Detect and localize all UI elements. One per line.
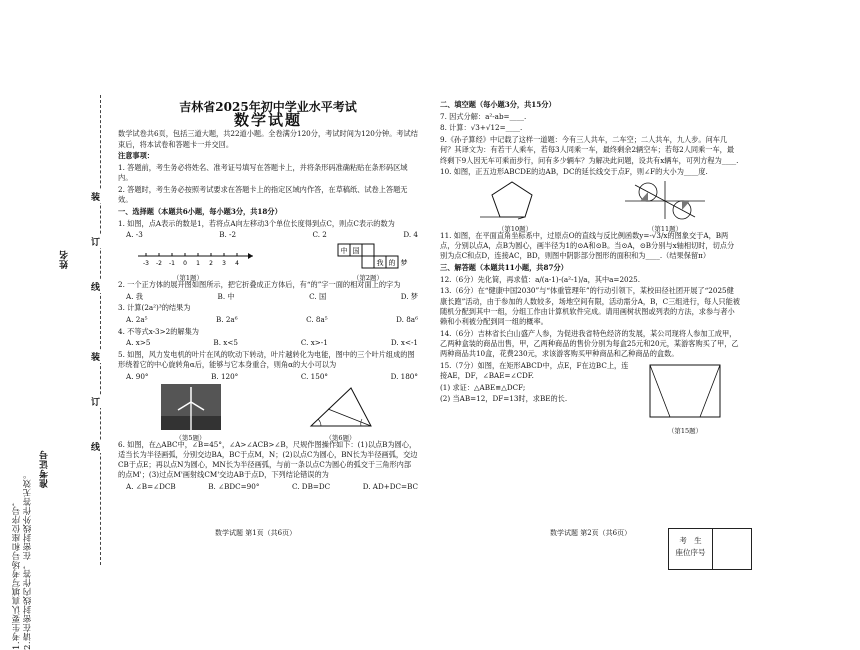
q6-option-a: A. ∠B=∠DCB <box>126 482 176 492</box>
question-8: 8. 计算：√3+√12=____. <box>440 123 523 133</box>
number-line-diagram <box>118 242 258 270</box>
page-2-column <box>440 100 740 436</box>
cube-net-diagram <box>318 242 418 270</box>
figure-2 <box>318 242 418 283</box>
figure-2-caption: （第2题） <box>352 274 384 283</box>
q1-option-d: D. 4 <box>403 230 418 240</box>
question-4: 4. 不等式x-3>2的解集为 <box>118 326 199 336</box>
seat-label-3: 座位序号 <box>675 548 706 557</box>
net-cell-3: 我 <box>376 258 384 267</box>
question-1-options <box>126 230 418 240</box>
q6-option-d: D. AD+DC=BC <box>362 482 418 492</box>
notice-line-2: 2.请在密封线内作答，在密封线外作答无效。 <box>23 469 33 650</box>
q2-option-c: C. 国 <box>309 291 327 301</box>
question-2: 2. 一个正方体的展开图如图所示，把它折叠成正方体后，有“的”字一面的相对面上的字为 <box>118 279 401 289</box>
question-6: 6. 如图，在△ABC中，∠B=45°，∠A>∠ACB>∠B，尺规作图操作如下：(1)以点B为圆心，适当长为半径画弧，分别交边BA，BC于点M，N；(2)以点C为圆心，BN长为半径画弧，交边CB于点E；再以点N为圆心，MN长为半径画弧，与前一条以点C为圆心的弧交于三角形内部的点M'；(3)过点M'画射线CM'交边AB于点D，下列结论错误的为 <box>118 439 418 480</box>
net-cell-1: 中 <box>340 246 348 255</box>
q2-option-b: B. 中 <box>217 291 235 301</box>
question-5: 5. 如图，风力发电机的叶片在风的吹动下转动，叶片越转化为电能，图中的三个叶片组成的图形绕着它的中心旋转角α后，能够与它本身重合，则角α的大小可以为 <box>118 350 415 370</box>
bind-label-3: 线 <box>89 282 99 291</box>
seat-number-box <box>668 528 752 570</box>
bind-label-5: 订 <box>89 397 99 406</box>
figures-1-2 <box>118 242 418 283</box>
page-1-column <box>118 100 418 494</box>
q4-option-a: A. x>5 <box>126 338 151 348</box>
wind-turbine-photo <box>161 384 221 430</box>
coordinate-circles-diagram <box>620 179 710 221</box>
bind-label-2: 订 <box>89 237 99 246</box>
question-4-options <box>126 338 418 348</box>
question-15-block <box>440 361 740 436</box>
q5-option-d: D. 180° <box>390 372 418 382</box>
triangle-construction-diagram <box>306 384 376 430</box>
section-2-title: 二、填空题（每小题3分，共15分） <box>440 100 556 109</box>
seat-label <box>669 529 713 569</box>
question-3: 3. 计算(2a²)³的结果为 <box>118 303 191 313</box>
q4-option-b: B. x<5 <box>213 338 238 348</box>
notes-title: 注意事项： <box>118 151 154 161</box>
seat-label-2: 生 <box>694 536 702 545</box>
figure-15 <box>635 361 735 436</box>
pentagon-diagram <box>470 179 560 221</box>
q5-option-a: A. 90° <box>126 372 149 382</box>
figure-11 <box>620 179 710 234</box>
question-10: 10. 如图，正五边形ABCDE的边AB，DC的延长线交于点F，则∠F的大小为____度. <box>440 167 708 177</box>
q1-option-b: B. -2 <box>219 230 237 240</box>
question-7: 7. 因式分解：a²-ab=____. <box>440 111 527 121</box>
name-label: 姓名 <box>60 250 70 269</box>
number-line-label: 1 <box>196 259 200 267</box>
number-line-label: 3 <box>222 259 226 267</box>
figure-15-caption: （第15题） <box>667 427 703 436</box>
q3-option-d: D. 8a⁶ <box>396 315 418 325</box>
q4-option-c: C. x>-1 <box>300 338 328 348</box>
seat-label-1: 考 <box>679 536 687 545</box>
question-15-part-1: (1) 求证：△ABE≌△DCF; <box>440 382 526 392</box>
number-line-label: 4 <box>235 259 239 267</box>
figure-6-caption: （第6题） <box>325 433 356 442</box>
question-11: 11. 如图，在平面直角坐标系中，过原点O的直线与反比例函数y=-√3/x的图象交于A，B两点，分别以点A，点B为圆心，画半径为1的⊙A和⊙B。当⊙A，⊙B分别与x轴相切时，切点分别为点C和点D，连接AC，BD，则图中阴影部分图形的面积和为____.（结果保留π） <box>440 230 735 261</box>
exam-number-label: 准考证号 <box>40 450 50 488</box>
figures-10-11 <box>440 179 740 234</box>
question-15-part-2: (2) 当AB=12，DF=13时，求BE的长. <box>440 394 568 404</box>
q3-option-b: B. 2a⁶ <box>216 315 238 325</box>
question-13: 13.（6分）在“健康中国2030”与“体重管理年”的行动引领下，某校田径社团开展了“2025健康长跑”活动，由于参加的人数较多，场地空间有限，活动需分A，B，C三组进行，每人只能被随机分配到其中一组，分组工作由计算机软件完成。请用画树状图或列表的方法，求参与者小赖和小利被分配到同一组的概率。 <box>440 286 740 327</box>
net-cell-4: 的 <box>388 258 396 267</box>
bind-label-6: 线 <box>89 442 99 451</box>
q5-option-b: B. 120° <box>211 372 239 382</box>
notice-line-1: 1.考生要认真填写考场号和座位序号， <box>12 496 22 650</box>
figure-10-caption: （第10题） <box>497 225 533 234</box>
question-12: 12.（6分）先化简，再求值：a/(a-1)-(a²-1)/a，其中a=2025. <box>440 274 641 284</box>
q2-option-d: D. 梦 <box>400 291 418 301</box>
q3-option-a: A. 2a⁵ <box>126 315 148 325</box>
figure-6 <box>306 384 376 440</box>
note-2: 2. 答题时，考生务必按照考试要求在答题卡上的指定区域内作答，在草稿纸、试卷上答题无效。 <box>118 184 408 205</box>
question-3-options <box>126 315 418 325</box>
number-line-label: 2 <box>209 259 213 267</box>
figure-5-caption: （第5题） <box>175 433 206 442</box>
q1-option-a: A. -3 <box>126 230 143 240</box>
q5-option-c: C. 150° <box>300 372 328 382</box>
intro-text: 数学试卷共6页，包括三道大题，共22道小题。全卷满分120分，考试时间为120分钟。考试结束后，将本试卷和答题卡一并交回。 <box>118 129 418 149</box>
number-line-label: 0 <box>183 259 187 267</box>
figure-10 <box>470 179 560 234</box>
q3-option-c: C. 8a⁵ <box>306 315 328 325</box>
note-1: 1. 答题前，考生务必将姓名、准考证号填写在答题卡上，并将条形码准确粘贴在条形码区域内。 <box>118 163 408 183</box>
question-9: 9.《孙子算经》中记载了这样一道题：今有三人共车，二车空；二人共车，九人步。问车几何？其译文为：有若干人乘车，若每3人同乘一车，最终剩余2辆空车；若每2人同乘一车，最终剩下9人因无车可乘而步行，问有多少辆车？为解决此问题，设共有x辆车，可列方程为____. <box>440 135 739 165</box>
question-2-options <box>126 292 418 302</box>
q6-option-b: B. ∠BDC=90° <box>208 482 260 492</box>
q6-option-c: C. DB=DC <box>292 482 331 492</box>
number-line-label: -2 <box>156 259 162 267</box>
figure-1-caption: （第1题） <box>172 274 204 283</box>
bind-label-1: 装 <box>89 192 99 201</box>
q2-option-a: A. 我 <box>126 291 143 301</box>
question-15: 15.（7分）如图，在矩形ABCD中，点E，F在边BC上，连接AE，DF，∠BAE=∠CDF. <box>440 360 629 381</box>
section-3-title: 三、解答题（本题共11小题，共87分） <box>440 263 568 273</box>
page-1-footer: 数学试题 第1页（共6页） <box>215 529 297 537</box>
bind-label-4: 装 <box>89 352 99 361</box>
figures-5-6 <box>118 384 418 440</box>
figure-11-caption: （第11题） <box>647 225 683 234</box>
net-cell-5: 梦 <box>400 258 408 267</box>
q1-option-c: C. 2 <box>312 230 327 240</box>
question-15-text <box>440 361 635 436</box>
number-line-label: -3 <box>143 259 149 267</box>
question-6-options <box>126 482 418 492</box>
page-2-footer: 数学试题 第2页（共6页） <box>550 529 632 537</box>
question-1: 1. 如图，点A表示的数是1，若将点A向左移动3个单位长度得到点C，则点C表示的数为 <box>118 218 395 228</box>
question-14: 14.（6分）吉林省长白山盛产人参，为促进我省特色经济的发展，某公司现将人参加工成甲，乙两种盒装的商品出售，甲，乙两种商品的售价分别为每盒25元和20元，某游客购买了甲，乙两种商品共10盒，花费230元，求该游客购买甲种商品和乙种商品的盒数。 <box>440 328 739 359</box>
question-5-options <box>126 372 418 382</box>
number-line-label: -1 <box>169 259 175 267</box>
figure-5 <box>161 384 221 440</box>
exam-title: 吉林省2025年初中学业水平考试 <box>179 100 357 114</box>
seal-line <box>100 95 101 565</box>
net-cell-2: 国 <box>352 246 360 255</box>
figure-1 <box>118 242 258 283</box>
section-1-title: 一、选择题（本题共6小题，每小题3分，共18分） <box>118 206 282 216</box>
q4-option-d: D. x<-1 <box>390 338 418 348</box>
rectangle-diagram <box>635 361 735 423</box>
subject-title: 数学试题 <box>233 111 302 130</box>
